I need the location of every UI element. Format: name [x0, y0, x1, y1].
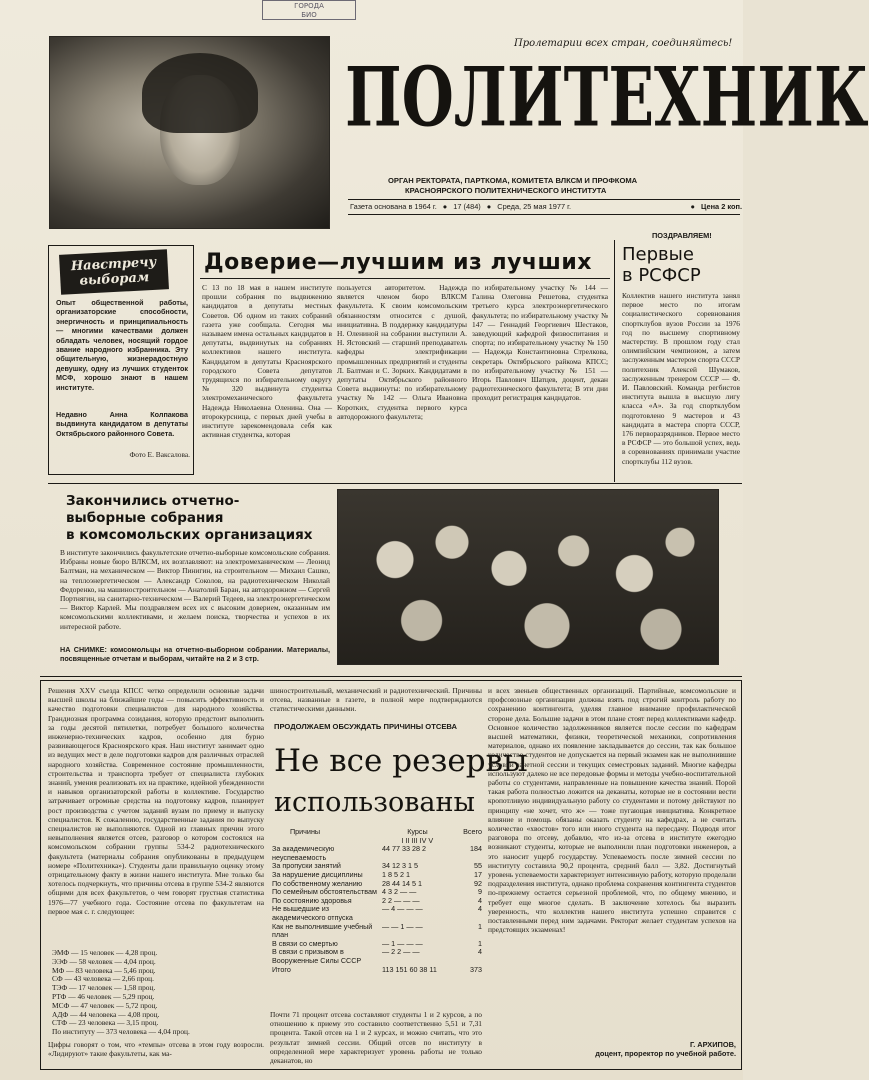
congrats-label: ПОЗДРАВЛЯЕМ!	[652, 231, 712, 240]
founded-text: Газета основана в 1964 г.	[350, 202, 437, 211]
section-rule-1	[48, 483, 742, 484]
bullet-icon: ●	[486, 202, 492, 211]
vybory-lead: Опыт общественной работы, организаторские способности, энергичность и принципиальность — многими качествами должен обладать человек, носящий гордое звание народного избранника. Эту общительную, жизнерадостную девушку, одну из лучших студенток МСФ, хорошо знают в нашем институте.	[56, 298, 188, 392]
reserves-col-2-bottom: Почти 71 процент отсева составляют студенты 1 и 2 курсов, а по отношению к приему это составило соответственно 5,51 и 7,31 процента. Такой отсев на 1 и 2 курсах, и можно считать, что это результат зимней сессии. Общий отсев по институту в определенной мере характеризует уровень работы не только деканатов, но	[270, 1010, 482, 1066]
issue-date: Среда, 25 мая 1977 г.	[497, 202, 572, 211]
table-row: За пропуски занятий 34 12 3 1 5 55	[272, 861, 482, 871]
table-header-reason: Причины	[290, 827, 321, 836]
reserves-stats	[52, 949, 262, 1037]
portrait-photo	[49, 36, 330, 229]
table-row: Не вышедшие из академического отпуска — 4 — — — 4	[272, 904, 482, 922]
trust-col-2: пользуется авторитетом. Надежда является членом бюро ВЛКСМ факультета. К своим комсомольским обязанностям относится с душой, инициативна. В поддержку кандидатуры Н. Олениной на собрании выступили А. Н. Ястовский — старший преподаватель кафедры электрификации промышленных предприятий и студенты Л. Балтман и С. Зорких. Кандидатами в депутаты Октябрьского районного Совета выдвинуты: по избирательному участку № 142 — Ольга Ивановна Коротких, студентка первого курса автодорожного факультета;	[337, 283, 467, 421]
stamp-line-1: ГОРОДА	[294, 2, 324, 10]
masthead-subtitle-2: КРАСНОЯРСКОГО ПОЛИТЕХНИЧЕСКОГО ИНСТИТУТА	[405, 186, 607, 195]
column-divider	[614, 240, 615, 482]
stat-row: ЭМФ — 15 человек — 4,28 проц.	[52, 948, 158, 957]
masthead-rule-bottom	[348, 214, 740, 215]
reserves-title-line-2: использованы	[274, 787, 475, 818]
masthead-title: ПОЛИТЕХНИК	[345, 51, 869, 146]
vybory-badge-line-1: Навстречу	[70, 254, 157, 275]
reserves-title-line-1: Не все резервы	[274, 743, 528, 779]
table-course-labels: I II III IV V	[401, 835, 434, 845]
issue-number: 17 (484)	[453, 202, 481, 211]
stat-row: МСФ — 47 человек — 5,72 проц.	[52, 1000, 158, 1010]
table-row: Итого 113 151 60 38 11 373	[272, 964, 482, 974]
trust-title: Доверие—лучшим из лучших	[204, 250, 592, 275]
stat-row: СФ — 43 человека — 2,66 проц.	[52, 974, 154, 984]
portrait-hair	[142, 53, 258, 133]
stat-row: По институту — 373 человека — 4,04 проц.	[52, 1027, 190, 1037]
table-row: За нарушение дисциплины 1 8 5 2 1 17	[272, 869, 482, 879]
komsomol-title	[66, 493, 336, 544]
masthead-info-line	[350, 202, 742, 211]
reserves-col-1-end: Цифры говорят о том, что «темпы» отсева в этом году возросли. «Лидируют» такие факультеты, как ма-	[48, 1040, 264, 1059]
stamp-line-2: БИО	[301, 11, 317, 19]
table-row: В связи со смертью — 1 — — — 1	[272, 938, 482, 948]
table-header-total: Всего	[463, 827, 482, 836]
dropout-table	[270, 828, 484, 974]
stat-row: МФ — 83 человека — 5,46 проц.	[52, 965, 156, 975]
stat-row: РТФ — 46 человек — 5,29 проц.	[52, 991, 155, 1001]
reserves-col-1: Решения XXV съезда КПСС четко определили основные задачи высшей школы на ближайшие годы — повысить эффективность и качество подготовки специалистов для народного хозяйства. Грандиозная программа созидания, которую предстоит выполнить за годы десятой пятилетки, потребует большого количества инженерно-технических кадров, особенно для бурно развивающегося Красноярского края. Наш институт занимает одно из ведущих мест в деле подготовки кадров для различных отраслей народного хозяйства. Современное состояние промышленности, строительства и транспорта требует от специалиста глубоких знаний, умения реализовать их на практике, идейной убежденности и навыков организаторской работы в коллективе. Государство затрачивает огромные средства на подготовку кадров, планирует рост производства с учетом заданий вузам по приему и выпуску специалистов. К сожалению, государственные задания по выпуску специалистов не выполняются. Одной из главных причин этого невыполнения является отсев, разговор о котором состоялся на комсомольском собрании группы 534-2 радиотехнического факультета (материалы собрания опубликованы в предыдущем номере «Политехника»). Студенты дали правильную оценку этому отрицательному факту в жизни нашего института. Мне только бы хотелось подчеркнуть, что причины отсева в группе 534-2 являются общими для всех факультетов, о чем говорят грустная статистика 1976—77 учебного года. Состояние отсева по факультетам на первое мая с. г. следующее:	[48, 686, 264, 916]
stat-row: СТФ — 23 человека — 3,15 проц.	[52, 1018, 159, 1028]
komsomol-caption: НА СНИМКЕ: комсомольцы на отчетно-выборном собрании. Материалы, посвященные отчетам и выборам, читайте на 2 и 3 стр.	[60, 645, 330, 664]
table-row: В связи с призывом в Вооруженные Силы СССР — 2 2 — — 4	[272, 947, 482, 965]
table-row: Как не выполнившие учебный план — — 1 — — 1	[272, 921, 482, 940]
vybory-nominated: Недавно Анна Колпакова выдвинута кандидатом в депутаты Октябрьского районного Совета.	[56, 410, 188, 438]
author-title: доцент, проректор по учебной работе.	[595, 1049, 736, 1058]
vybory-badge-line-2: выборам	[79, 270, 150, 289]
komsomol-title-line-1: Закончились отчетно-	[66, 493, 240, 509]
table-row: По семейным обстоятельствам 4 3 2 — — 9	[272, 887, 482, 897]
bullet-icon: ●	[690, 202, 695, 211]
rsfsr-title-line-1: Первые	[622, 244, 694, 265]
table-row: За академическую неуспеваемость 44 77 33 28 2 184	[272, 844, 482, 862]
stat-row: ЭЭФ — 58 человек — 4,04 проц.	[52, 956, 156, 966]
trust-col-3: по избирательному участку № 144 — Галина Олеговна Решетова, студентка третьего курса электроэнергетического факультета; по избирательному участку № 147 — Геннадий Георгиевич Шестаков, заведующий кафедрой физвоспитания и спорта; по избирательному участку № 150 — Надежда Константиновна Стрелкова, секретарь Октябрьского райкома КПСС; по избирательному участку № 151 — Игорь Павлович Шатцев, доцент, декан радиотехнического факультета; В эти дни проходит регистрация кандидатов.	[472, 283, 608, 403]
vybory-badge	[59, 249, 169, 295]
masthead-motto: Пролетарии всех стран, соединяйтесь!	[514, 38, 733, 49]
reserves-kicker: ПРОДОЛЖАЕМ ОБСУЖДАТЬ ПРИЧИНЫ ОТСЕВА	[274, 722, 457, 731]
komsomol-title-line-3: в комсомольских организациях	[66, 527, 313, 543]
section-rule-2	[40, 676, 742, 677]
komsomol-title-line-2: выборные собрания	[66, 510, 224, 526]
vybory-photo-credit: Фото Е. Ваксалова.	[129, 450, 190, 459]
stat-row: АДФ — 44 человека — 4,08 проц.	[52, 1009, 160, 1019]
komsomol-body: В институте закончились факультетские отчетно-выборные комсомольские собрания. Избраны новые бюро ВЛКСМ, их возглавляют: на электромеханическом — Леонид Балтман, на механическом — Виктор Пинигин, на строительном — Михаил Сашко, на теплоэнергетическом — Александр Соколов, на радиотехническом Николай Федоренко, на машиностроительном — Анатолий Баран, на автодорожном — Сергей Портнягин, на санитарно-техническом — Валерий Тедеев, на электроэнергетическом — Виктор Карлей. Мы поздравляем всех их с высоким доверием, оказанным им комсомольскими коллективами, и желаем поиска, творчества и успехов в их интересной работе.	[60, 548, 330, 631]
rsfsr-title-line-2: в РСФСР	[622, 265, 701, 286]
reserves-signature	[560, 1040, 736, 1058]
masthead-rule-top	[348, 199, 740, 200]
reserves-col-3: и всех звеньев общественных организаций. Партийные, комсомольские и профсоюзные организации должны взять под строгий контроль работу по сохранению контингента, уделяя главное внимание профилактической стороне дела. Большие задачи в этом плане стоят перед коллективами кафедр. Основное количество задолженников является после сессии по кафедрам высшей математики, физики, теоретической механики, сопротивления материалов, однако их появление закладывается до сессии, так как большое количество студентов не допускается на первый экзамен как не выполнившие условий зачетной сессии и текущих семестровых заданий. Многие кафедры используют далеко не все передовые формы и методы учебно-воспитательной работы со студентами, направленные на повышение качества знаний. Порой такая работа полностью ложится на деканаты, которые не в состоянии вести кропотливую индивидуальную работу со студентами и потому действуют по принципу «не хочет, что ж» — тоже пугающая инициатива. Конкретное влияние и помощь обязаны оказать студенту на кафедрах, а не считать количество «хвостов» того или иного студента на пересдачу. Подводя итог разговора по отсеву, добавлю, что из-за отсева в институте ежегодно возникают студенты, которые не выполнили план подготовки инженеров, а это наносит ущерб государству. Успеваемость после зимней сессии по институту составила 90,2 процента, средний балл — 3,82. Достигнутый уровень успеваемости характеризует интенсивную работу, которую проделали подразделения института, однако проблема сохранения контингента студентов по-прежнему остается серьезной проблемой, что, по общему мнению, и требует еще многое сделать. В заключение хотелось бы выразить уверенность, что коллектив нашего института успешно справится с поставленными перед ним задачами. Ректорат желает студентам успехов на предстоящих экзаменах!	[488, 686, 736, 935]
reserves-col-2-top: шиностроительный, механический и радиотехнический. Причины отсева, названные в газете, в полной мере подтверждаются статистическими данными.	[270, 686, 482, 714]
masthead-subtitle-1: ОРГАН РЕКТОРАТА, ПАРТКОМА, КОМИТЕТА ВЛКСМ И ПРОФКОМА	[388, 176, 638, 185]
library-stamp	[262, 0, 356, 20]
price-text: Цена 2 коп.	[700, 202, 742, 211]
table-header-courses: Курсы	[407, 827, 428, 836]
stat-row: ТЭФ — 17 человек — 1,58 проц.	[52, 983, 156, 993]
trust-col-1: С 13 по 18 мая в нашем институте прошли собрания по выдвижению кандидатов в депутаты местных Советов. Об одном из таких собраний газета уже сообщала. Сегодня мы называем имена остальных кандидатов в депутаты, выдвинутых на собраниях коллективов нашего института. Кандидатом в депутаты Красноярского городского Совета депутатов трудящихся по избирательному округу № 320 выдвинута студентка электромеханического факультета Надежда Николаевна Оленина. Она — второкурсница, с первых дней учебы в институте зарекомендовала себя как активная студентка, которая	[202, 283, 332, 440]
reserves-title	[274, 740, 528, 824]
rsfsr-body: Коллектив нашего института занял первое место по итогам социалистического соревнования спортклубов вузов России за 1976 год по высшему спортивному мастерству. В прошлом году стал олимпийским чемпионом, а затем заслуженным мастером спорта СССР политехник Алексей Шумаков, заслуженным тренером СССР — Ф. И. Павловский. Команда регбистов института вышла в высшую лигу класса «А». За год спортклубом подготовлено 9 мастеров и 43 кандидата в мастера спорта СССР, 176 перворазрядников. Первое место в РСФСР — это большой успех, ведь в соревнованиях принимали участие спортклубы 112 вузов.	[622, 291, 740, 466]
table-row: По состоянию здоровья 2 2 — — — 4	[272, 895, 482, 905]
rsfsr-title	[622, 244, 740, 286]
meeting-photo	[337, 489, 719, 665]
trust-title-rule	[200, 278, 610, 279]
author-name: Г. АРХИПОВ,	[689, 1040, 736, 1049]
table-row: По собственному желанию 28 44 14 5 1 92	[272, 878, 482, 888]
bullet-icon: ●	[442, 202, 448, 211]
